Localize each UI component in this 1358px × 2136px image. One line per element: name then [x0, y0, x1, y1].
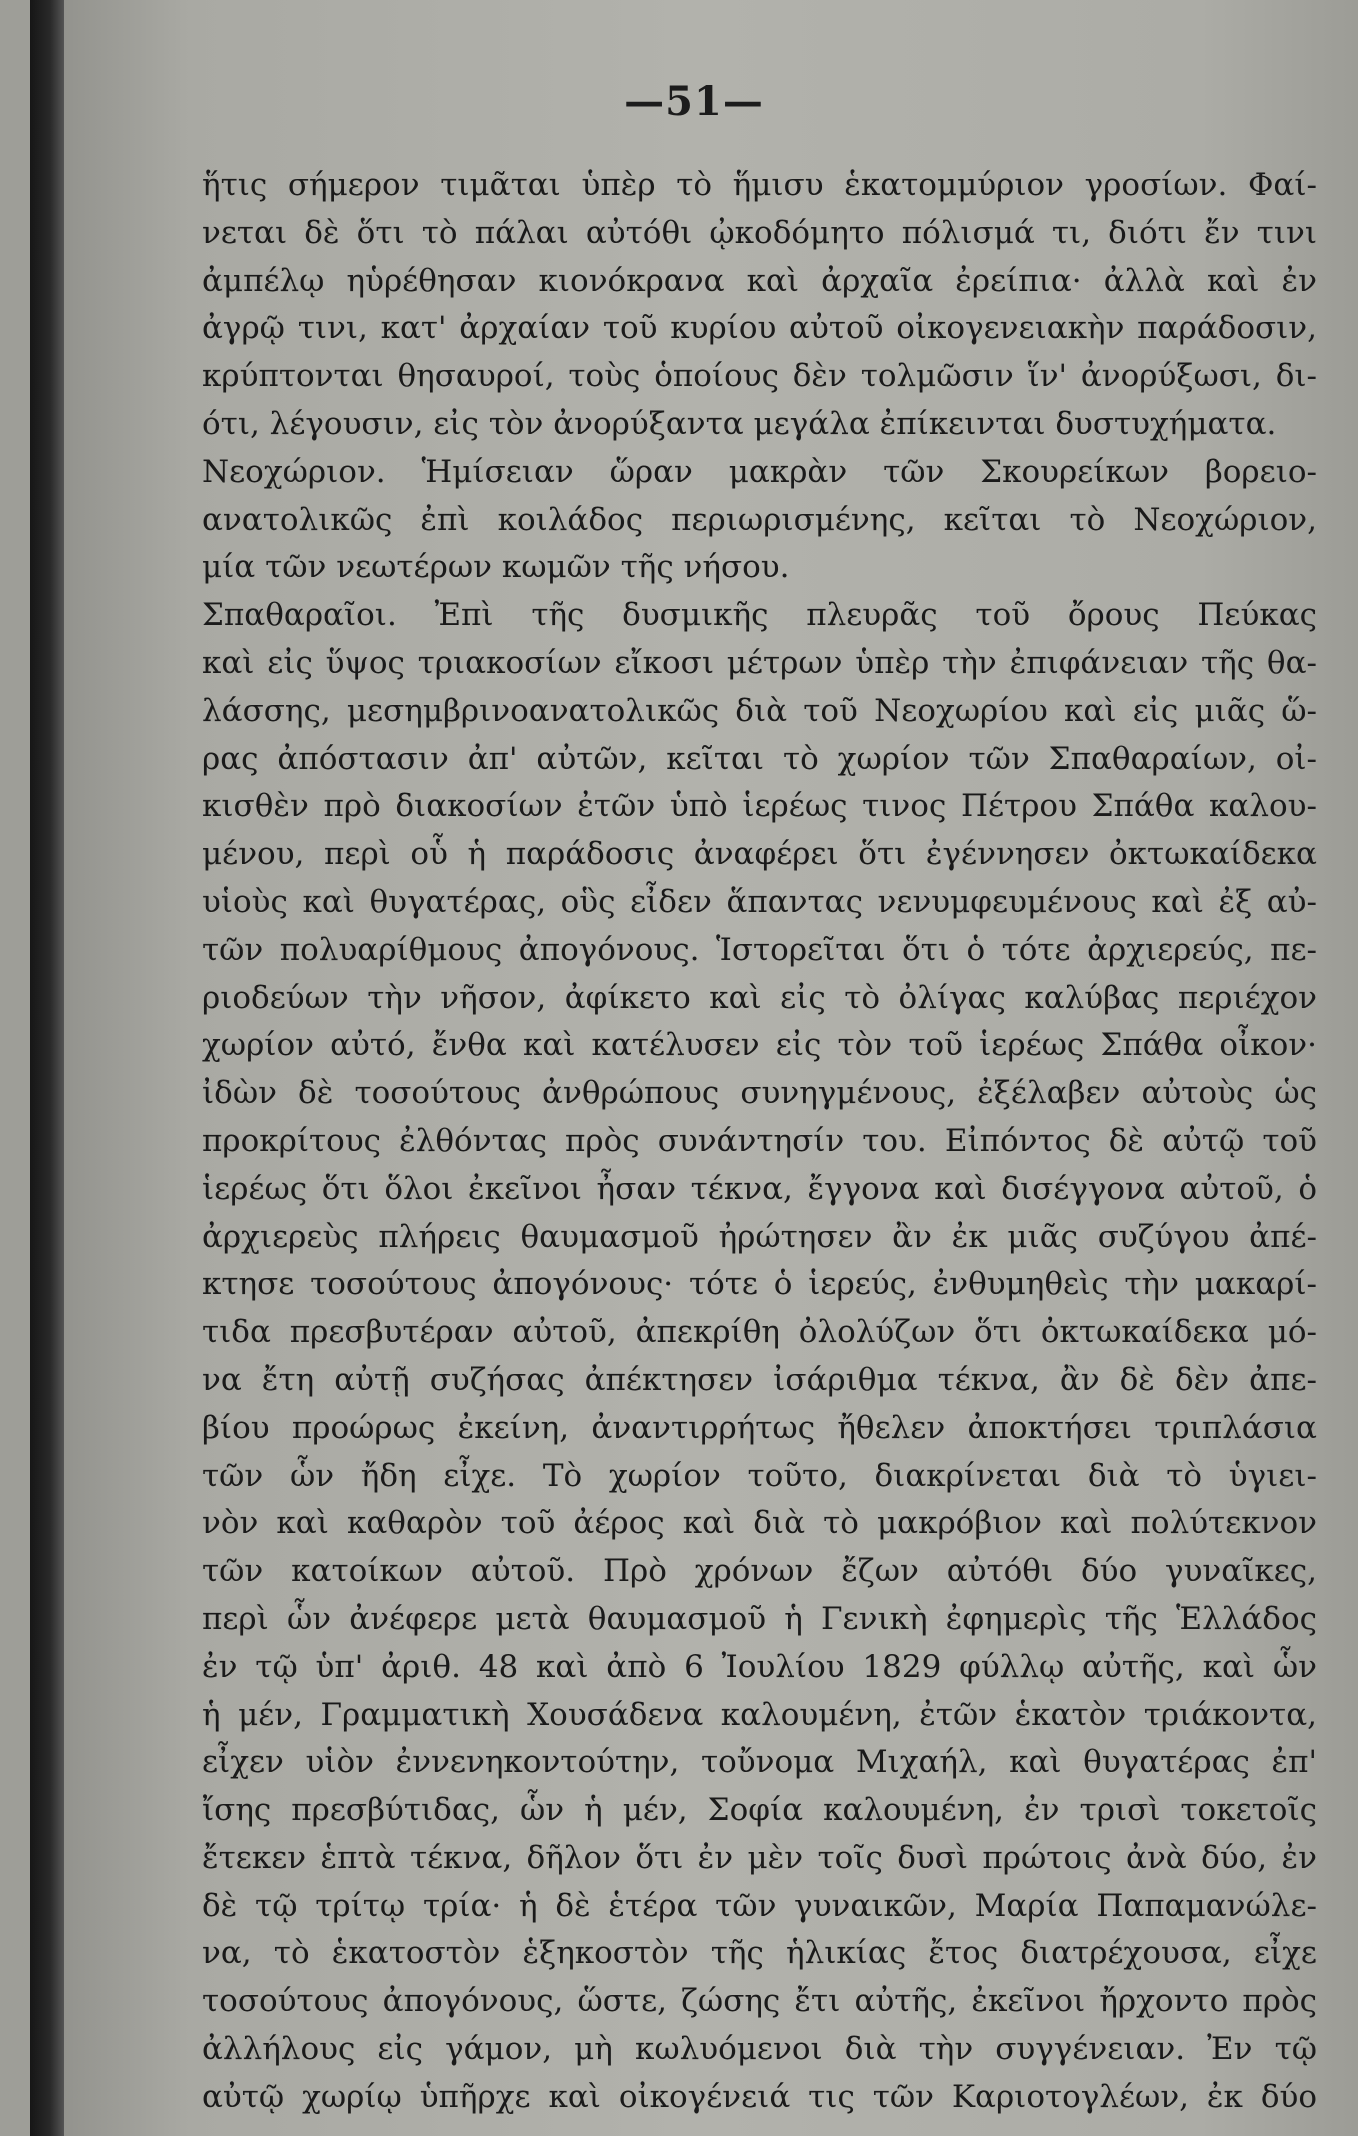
text-line: ἱερέως ὅτι ὅλοι ἐκεῖνοι ἦσαν τέκνα, ἔγγονα καὶ δισέγγονα αὐτοῦ, ὁ [202, 1170, 1317, 1207]
text-line: ἥτις σήμερον τιμᾶται ὑπὲρ τὸ ἥμισυ ἑκατομμύριον γροσίων. Φαί- [202, 167, 1317, 203]
text-line: ότι, λέγουσιν, εἰς τὸν ἀνορύξαντα μεγάλα ἐπίκεινται δυστυχήματα. [202, 405, 1277, 442]
text-line: ἡ μέν, Γραμματικὴ Χουσάδενα καλουμένη, ἐτῶν ἑκατὸν τριάκοντα, [202, 1696, 1317, 1733]
text-line: μένου, περὶ οὗ ἡ παράδοσις ἀναφέρει ὅτι ἐγέννησεν ὀκτωκαίδεκα [202, 836, 1317, 873]
text-line: να, τὸ ἑκατοστὸν ἑξηκοστὸν τῆς ἡλικίας ἔτος διατρέχουσα, εἶχε [202, 1935, 1317, 1972]
text-line: καὶ εἰς ὕψος τριακοσίων εἴκοσι μέτρων ὑπὲρ τὴν ἐπιφάνειαν τῆς θα- [202, 644, 1317, 681]
text-line: νὸν καὶ καθαρὸν τοῦ ἀέρος καὶ διὰ τὸ μακρόβιον καὶ πολύτεκνον [202, 1505, 1317, 1542]
text-line: ριοδεύων τὴν νῆσον, ἀφίκετο καὶ εἰς τὸ ὀλίγας καλύβας περιέχον [202, 979, 1317, 1016]
text-line: νεται δὲ ὅτι τὸ πάλαι αὐτόθι ᾠκοδόμητο πόλισμά τι, διότι ἔν τινι [202, 214, 1317, 251]
text-line: ανατολικῶς ἐπὶ κοιλάδος περιωρισμένης, κεῖται τὸ Νεοχώριον, [202, 501, 1317, 538]
text-line: κτησε τοσούτους ἀπογόνους· τότε ὁ ἱερεύς, ἐνθυμηθεὶς τὴν μακαρί- [202, 1266, 1317, 1303]
text-line: να ἔτη αὐτῇ συζήσας ἀπέκτησεν ἰσάριθμα τέκνα, ἂν δὲ δὲν ἀπε- [202, 1361, 1317, 1398]
page-number: —51— [624, 78, 764, 125]
text-line: Σπαθαραῖοι. Ἐπὶ τῆς δυσμικῆς πλευρᾶς τοῦ ὄρους Πεύκας [202, 597, 1317, 634]
text-line: κισθὲν πρὸ διακοσίων ἐτῶν ὑπὸ ἱερέως τινος Πέτρου Σπάθα καλου- [202, 788, 1317, 825]
text-line: κρύπτονται θησαυροί, τοὺς ὁποίους δὲν τολμῶσιν ἵν' ἀνορύξωσι, δι- [202, 358, 1317, 395]
text-line: ἔτεκεν ἑπτὰ τέκνα, δῆλον ὅτι ἐν μὲν τοῖς δυσὶ πρώτοις ἀνὰ δύο, ἐν [202, 1839, 1317, 1876]
text-line: Νεοχώριον. Ἡμίσειαν ὥραν μακρὰν τῶν Σκουρείκων βορειο- [202, 453, 1317, 490]
text-line: τῶν πολυαρίθμους ἀπογόνους. Ἱστορεῖται ὅτι ὁ τότε ἀρχιερεύς, πε- [202, 931, 1317, 968]
text-line: βίου προώρως ἐκείνη, ἀναντιρρήτως ἤθελεν ἀποκτήσει τριπλάσια [202, 1409, 1317, 1446]
text-line: λάσσης, μεσημβρινοανατολικῶς διὰ τοῦ Νεοχωρίου καὶ εἰς μιᾶς ὥ- [202, 692, 1317, 729]
text-line: τοσούτους ἀπογόνους, ὥστε, ζώσης ἔτι αὐτῆς, ἐκεῖνοι ἤρχοντο πρὸς [202, 1983, 1317, 2020]
text-line: προκρίτους ἐλθόντας πρὸς συνάντησίν του. Εἰπόντος δὲ αὐτῷ τοῦ [202, 1122, 1317, 1159]
body-text [202, 162, 1317, 2122]
text-line: ἴσης πρεσβύτιδας, ὧν ἡ μέν, Σοφία καλουμένη, ἐν τρισὶ τοκετοῖς [202, 1792, 1317, 1829]
text-line: εἶχεν υἱὸν ἐννενηκοντούτην, τοὔνομα Μιχαήλ, καὶ θυγατέρας ἐπ' [202, 1744, 1317, 1781]
text-line: τῶν ὧν ἤδη εἶχε. Τὸ χωρίον τοῦτο, διακρίνεται διὰ τὸ ὑγιει- [202, 1457, 1317, 1494]
text-line: μία τῶν νεωτέρων κωμῶν τῆς νήσου. [202, 549, 790, 586]
text-line: χωρίον αὐτό, ἔνθα καὶ κατέλυσεν εἰς τὸν τοῦ ἱερέως Σπάθα οἶκον· [202, 1027, 1317, 1064]
text-line: ἰδὼν δὲ τοσούτους ἀνθρώπους συνηγμένους, ἐξέλαβεν αὐτοὺς ὡς [202, 1075, 1317, 1112]
text-line: ἀλλήλους εἰς γάμον, μὴ κωλυόμενοι διὰ τὴν συγγένειαν. Ἐν τῷ [202, 2031, 1317, 2068]
book-page [30, 0, 1358, 2136]
book-spine [30, 0, 64, 2136]
text-line: ἀρχιερεὺς πλήρεις θαυμασμοῦ ἠρώτησεν ἂν ἐκ μιᾶς συζύγου ἀπέ- [202, 1218, 1317, 1255]
text-line: τιδα πρεσβυτέραν αὐτοῦ, ἀπεκρίθη ὀλολύζων ὅτι ὀκτωκαίδεκα μό- [202, 1314, 1317, 1351]
text-line: δὲ τῷ τρίτῳ τρία· ἡ δὲ ἑτέρα τῶν γυναικῶν, Μαρία Παπαμανώλε- [202, 1887, 1317, 1924]
text-line: ἐν τῷ ὑπ' ἀριθ. 48 καὶ ἀπὸ 6 Ἰουλίου 1829 φύλλῳ αὐτῆς, καὶ ὧν [202, 1648, 1317, 1685]
text-line: ἀγρῷ τινι, κατ' ἀρχαίαν τοῦ κυρίου αὐτοῦ οἰκογενειακὴν παράδοσιν, [202, 310, 1317, 347]
text-line: περὶ ὧν ἀνέφερε μετὰ θαυμασμοῦ ἡ Γενικὴ ἐφημερὶς τῆς Ἑλλάδος [202, 1600, 1317, 1637]
text-line: υἱοὺς καὶ θυγατέρας, οὓς εἶδεν ἅπαντας νενυμφευμένους καὶ ἐξ αὐ- [202, 883, 1317, 920]
text-line: αὐτῷ χωρίῳ ὑπῆρχε καὶ οἰκογένειά τις τῶν Καριοτογλέων, ἐκ δύο [202, 2078, 1317, 2115]
text-line: ἀμπέλῳ ηὑρέθησαν κιονόκρανα καὶ ἀρχαῖα ἐρείπια· ἀλλὰ καὶ ἐν [202, 262, 1317, 299]
text-line: ρας ἀπόστασιν ἀπ' αὐτῶν, κεῖται τὸ χωρίον τῶν Σπαθαραίων, οἰ- [202, 740, 1317, 777]
text-line: τῶν κατοίκων αὐτοῦ. Πρὸ χρόνων ἔζων αὐτόθι δύο γυναῖκες, [202, 1553, 1317, 1590]
